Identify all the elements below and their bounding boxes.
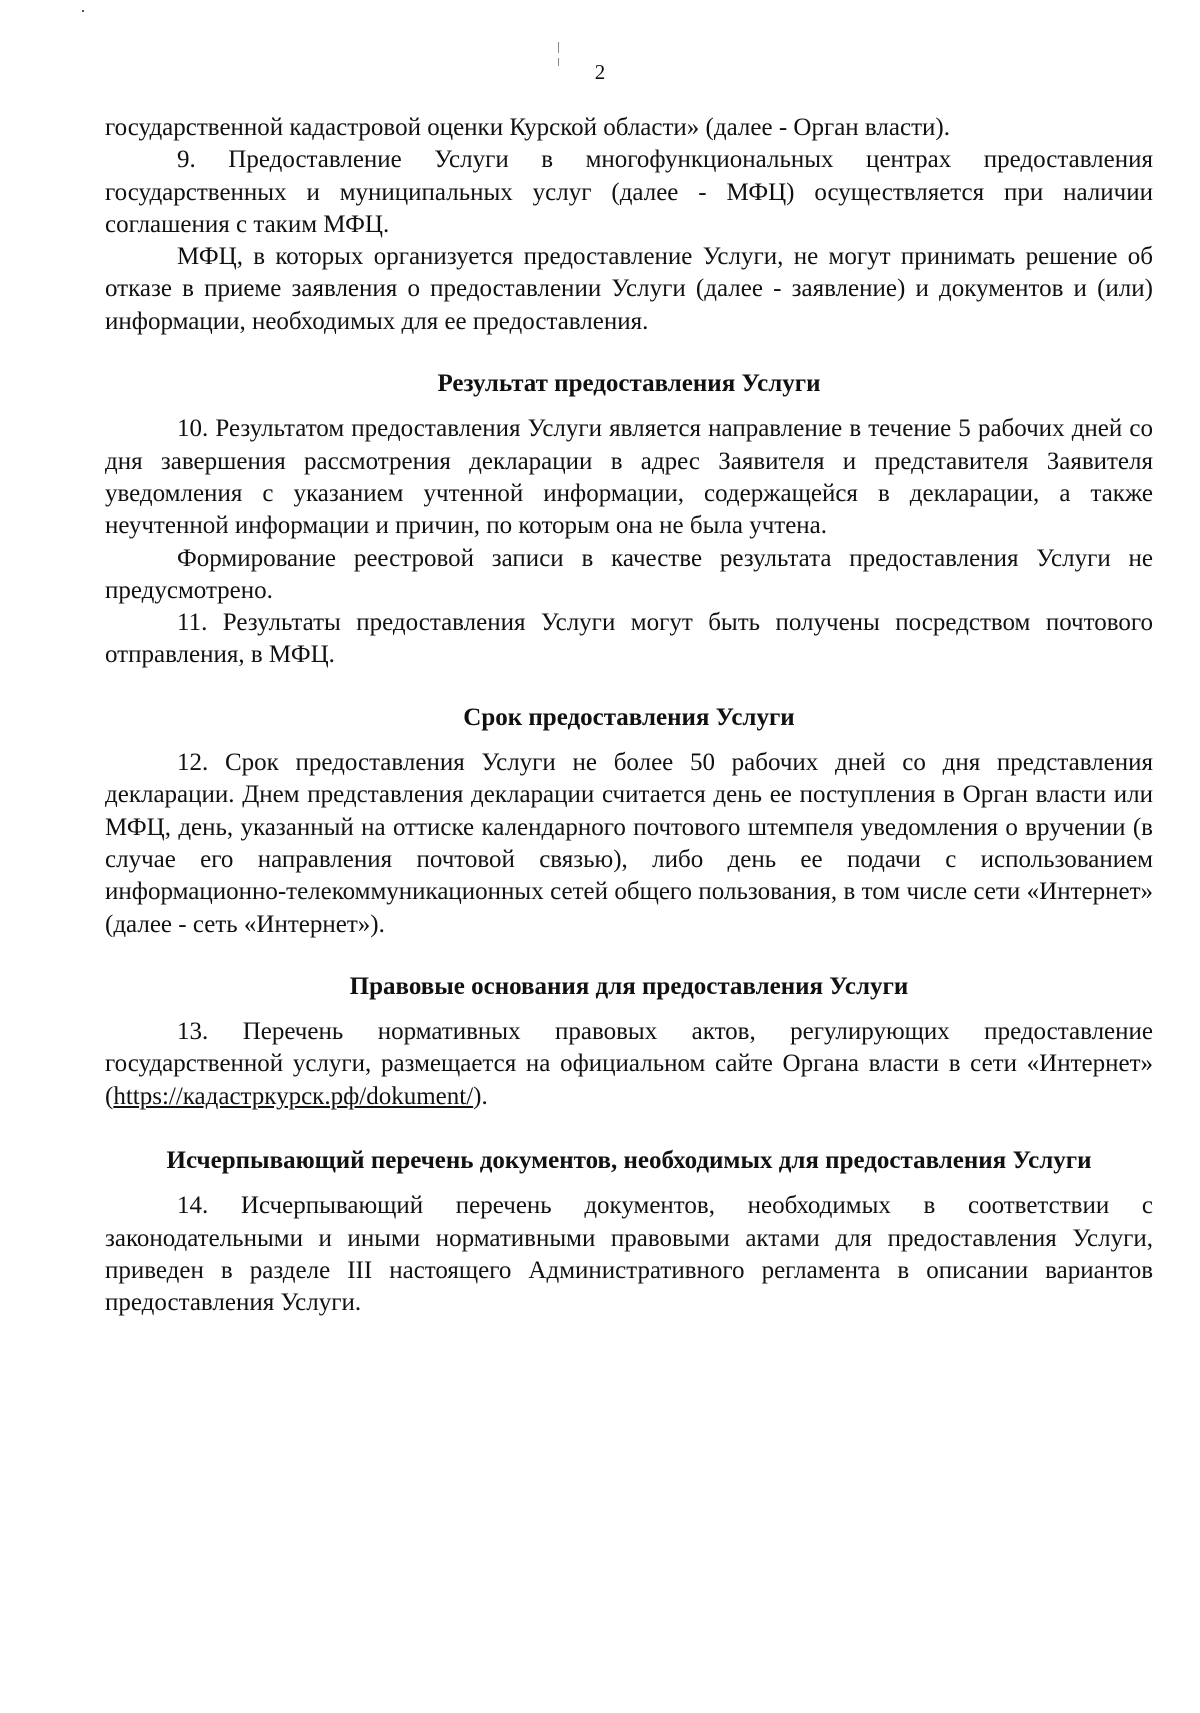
paragraph-11: 11. Результаты предоставления Услуги могут быть получены посредством почтового отправления, в МФЦ. (105, 609, 1153, 669)
heading-legal-grounds: Правовые основания для предоставления Услуги (349, 972, 909, 1000)
fold-mark (558, 42, 559, 53)
heading-result: Результат предоставления Услуги (437, 370, 821, 398)
scan-mark (82, 10, 84, 12)
paragraph-14: 14. Исчерпывающий перечень документов, необходимых в соответствии с законодательными и иными нормативными правовыми актами для предоставления Услуги, приведен в разделе III настоящего Административного регламента в описании вариантов предоставления Услуги. (105, 1192, 1153, 1317)
paragraph-12: 12. Срок предоставления Услуги не более 50 рабочих дней со дня представления декларации. Днем представления декларации считается день ее поступления в Орган власти или МФЦ, день, указанный на оттиске календарного почтового штемпеля уведомления о вручении (в случае его направления почтовой связью), либо день ее подачи с использованием информационно-телекоммуникационных сетей общего пользования, в том числе сети «Интернет» (далее - сеть «Интернет»). (105, 749, 1153, 938)
paragraph-continuation: государственной кадастровой оценки Курской области» (далее - Орган власти). (105, 114, 950, 141)
heading-term: Срок предоставления Услуги (463, 703, 795, 731)
document-body (105, 112, 1153, 1320)
heading-documents-list: Исчерпывающий перечень документов, необходимых для предоставления Услуги (166, 1147, 1092, 1175)
paragraph-13-tail: ). (473, 1082, 488, 1110)
page-number: 2 (594, 60, 606, 84)
paragraph-13-text: 13. Перечень нормативных правовых актов, регулирующих предоставление государственной услуги, размещается на официальном сайте Органа власти в сети «Интернет» ( (105, 1018, 1153, 1110)
paragraph-9: 9. Предоставление Услуги в многофункциональных центрах предоставления государственных и муниципальных услуг (далее - МФЦ) осуществляется при наличии соглашения с таким МФЦ. (105, 146, 1153, 238)
paragraph-registry-record: Формирование реестровой записи в качестве результата предоставления Услуги не предусмотрено. (105, 544, 1153, 604)
paragraph-13 (105, 1016, 1153, 1113)
paragraph-mfc: МФЦ, в которых организуется предоставление Услуги, не могут принимать решение об отказе в приеме заявления о предоставлении Услуги (далее - заявление) и документов и (или) информации, необходимых для ее предоставления. (105, 243, 1153, 335)
official-site-link[interactable]: https://кадастркурск.рф/dokument/ (113, 1082, 474, 1110)
paragraph-10: 10. Результатом предоставления Услуги является направление в течение 5 рабочих дней со дня завершения рассмотрения декларации в адрес Заявителя и представителя Заявителя уведомления с указанием учтенной информации, содержащейся в декларации, а также неучтенной информации и причин, по которым она не была учтена. (105, 415, 1153, 540)
